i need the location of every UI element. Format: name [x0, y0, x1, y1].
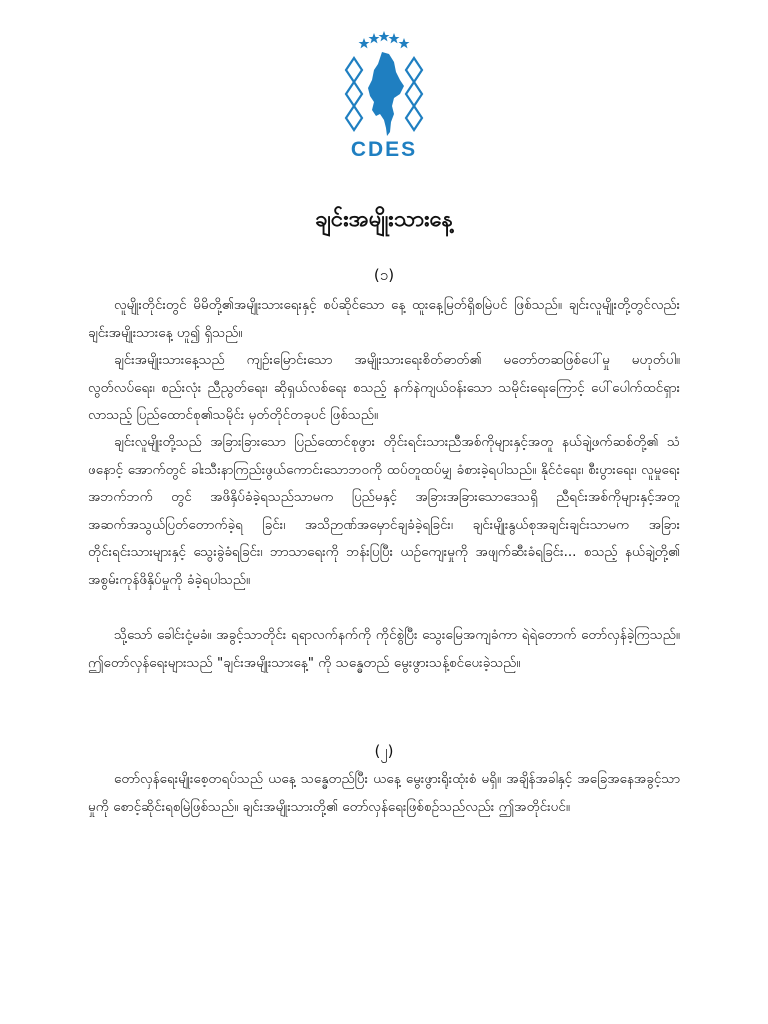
- myanmar-map-logo-icon: [334, 24, 434, 164]
- paragraph: ချင်းအမျိုးသားနေ့သည် ကျဉ်းမြောင်းသော အမျိုးသားရေးစိတ်ဓာတ်၏ မတော်တဆဖြစ်ပေါ်မှု မဟုတ်ပါ။ လွတ်လပ်ရေး၊ စည်းလုံး ညီညွတ်ရေး၊ ဆိုရှယ်လစ်ရေး စသည့် နက်နဲကျယ်ဝန်းသော သမိုင်းရေးကြောင့် ပေါ်ပေါက်ထင်ရှားလာသည့် ပြည်ထောင်စု၏သမိုင်း မှတ်တိုင်တခုပင် ဖြစ်သည်။: [88, 352, 680, 423]
- logo-text: CDES: [350, 138, 418, 161]
- paragraph: လူမျိုးတိုင်းတွင် မိမိတို့၏အမျိုးသားရေးနှင့် စပ်ဆိုင်သော နေ့ ထူးနေ့မြတ်ရှိစမြဲပင် ဖြစ်သည်။ ချင်းလူမျိုးတို့တွင်လည်း ချင်းအမျိုးသားနေ့ ဟူ၍ ရှိသည်။: [88, 297, 680, 341]
- page-title: ချင်းအမျိုးသားနေ့: [315, 207, 453, 232]
- paragraph: တော်လှန်ရေးမျိုးစေ့တရပ်သည် ယနေ့ သန္ဓေတည်ပြီး ယနေ့ မွေးဖွားရိုးထုံးစံ မရှိ။ အချိန်အခါနှင့် အခြေအနေအခွင့်သာမှုကို စောင့်ဆိုင်းရစမြဲဖြစ်သည်။ ချင်းအမျိုးသားတို့၏ တော်လှန်ရေးဖြစ်စဉ်သည်လည်း ဤအတိုင်းပင်။: [88, 771, 680, 815]
- cdes-logo: [334, 24, 434, 164]
- paragraph: သို့သော် ခေါင်းငုံ့မခံ။ အခွင့်သာတိုင်း ရရာလက်နက်ကို ကိုင်စွဲပြီး သွေးမြေအကျခံကာ ရဲရဲတောက် တော်လှန်ခဲ့ကြသည်။ ဤတော်လှန်ရေးများသည် "ချင်းအမျိုးသားနေ့" ကို သန္ဓေတည် မွေးဖွားသန့်စင်ပေးခဲ့သည်။: [88, 627, 680, 671]
- section-1-heading: (၁): [373, 266, 395, 284]
- paragraph: ချင်းလူမျိုးတို့သည် အခြားခြားသော ပြည်ထောင်စုဖွား တိုင်းရင်းသားညီအစ်ကိုများနှင့်အတူ နယ်ချဲ့ဖက်ဆစ်တို့၏ သံဖနောင့် အောက်တွင် ခါးသီးနာကြည်းဖွယ်ကောင်းသောဘဝကို ထပ်တူထပ်မျှ ခံစားခဲ့ရပါသည်။ နိုင်ငံရေး၊ စီးပွားရေး၊ လူမှုရေး အဘက်ဘက် တွင် အဖိနှိပ်ခံခဲ့ရသည်သာမက ပြည်မနှင့် အခြားအခြားသောဒေသရှိ ညီရင်းအစ်ကိုများနှင့်အတူ အဆက်အသွယ်ပြတ်တောက်ခဲ့ရ ခြင်း၊ အသိဉာဏ်အမှောင်ချခံခဲ့ရခြင်း၊ ချင်းမျိုးနွယ်စုအချင်းချင်းသာမက အခြားတိုင်းရင်းသားများနှင့် သွေးခွဲခံရခြင်း၊ ဘာသာရေးကို ဘန်းပြပြီး ယဉ်ကျေးမှုကို အဖျက်ဆီးခံရခြင်း... စသည့် နယ်ချဲ့တို့၏ အစွမ်းကုန်ဖိနှိပ်မှုကို ခံခဲ့ရပါသည်။: [88, 434, 680, 588]
- section-2-heading: (၂): [374, 742, 394, 760]
